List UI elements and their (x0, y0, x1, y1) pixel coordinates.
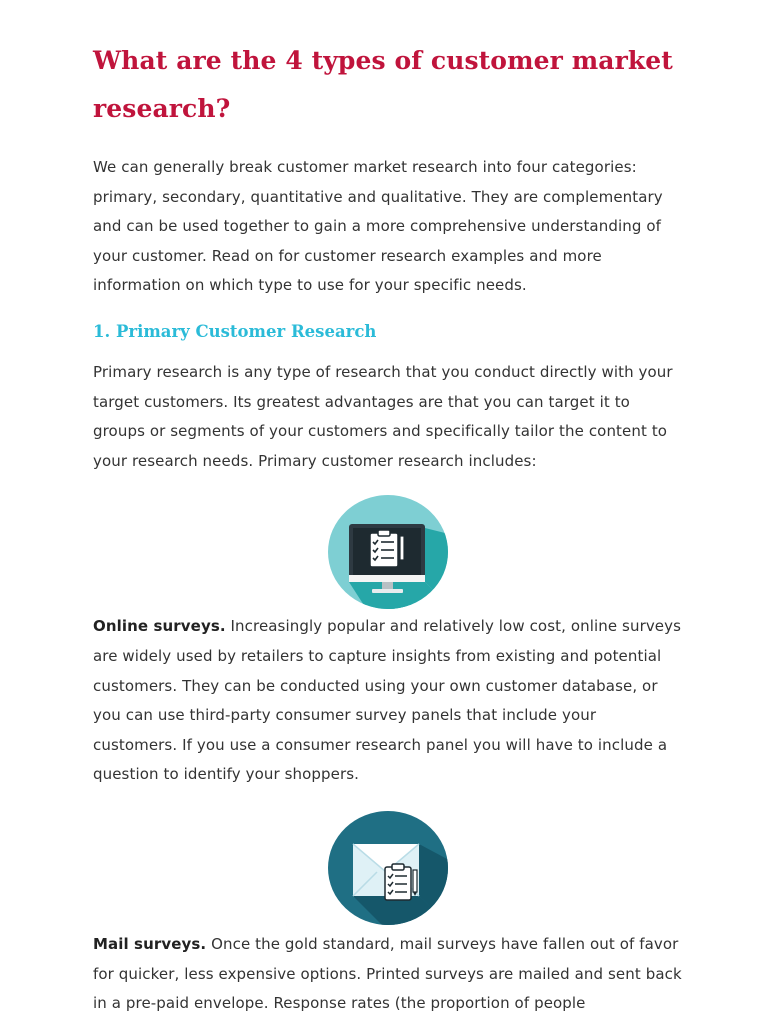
intro-paragraph: We can generally break customer market research into four categories: primary, secondary, quantitative and qualitative. They are complementary and can be used together to gain a more comprehensive understanding of your customer. Read on for customer research examples and more information on which type to use for your specific needs. (93, 158, 663, 295)
online-surveys-paragraph (93, 612, 683, 790)
monitor-clipboard-icon (327, 494, 449, 610)
page-title: What are the 4 types of customer market research? (93, 46, 673, 123)
mail-surveys-term: Mail surveys. (93, 934, 207, 953)
online-surveys-text: Increasingly popular and relatively low cost, online surveys are widely used by retailers to capture insights from existing and potential customers. They can be conducted using your own customer database, or you can use third-party consumer survey panels that include your customers. If you use a consumer research panel you will have to include a question to identify your shoppers. (93, 617, 682, 784)
section-heading-primary-research: 1. Primary Customer Research (93, 321, 377, 341)
primary-research-paragraph: Primary research is any type of research that you conduct directly with your target customers. Its greatest advantages are that you can target it to groups or segments of your customers and specifically tailor the content to your research needs. Primary customer research includes: (93, 362, 673, 470)
mail-surveys-illustration (93, 810, 683, 926)
online-surveys-illustration (93, 494, 683, 610)
online-surveys-term: Online surveys. (93, 617, 226, 636)
envelope-clipboard-icon (327, 810, 449, 926)
article (93, 0, 683, 1019)
mail-surveys-paragraph (93, 930, 683, 1019)
mail-surveys-text: Once the gold standard, mail surveys have fallen out of favor for quicker, less expensive options. Printed surveys are mailed and sent back in a pre-paid envelope. Response rates (the proportion of people (93, 934, 682, 1013)
